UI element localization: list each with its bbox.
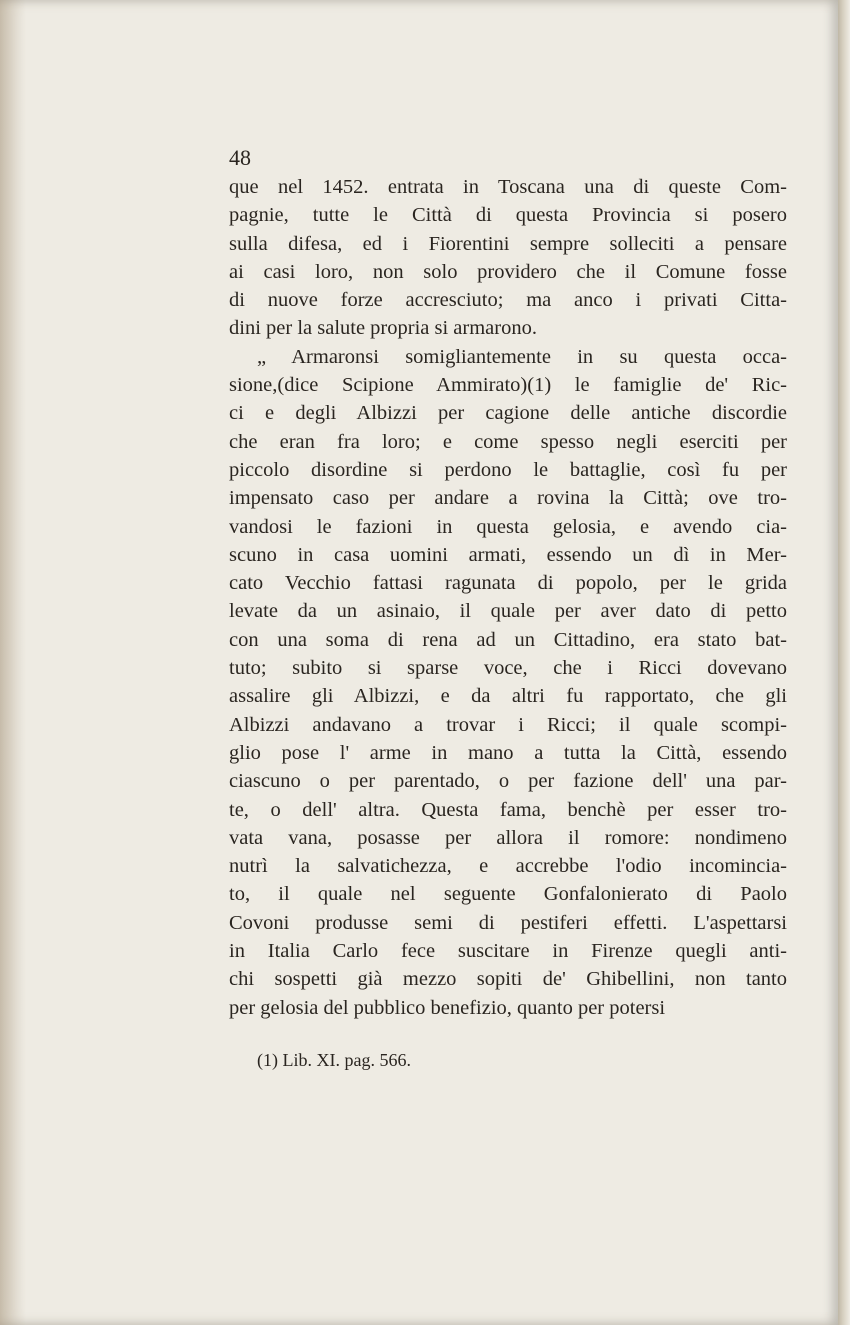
text-line: nutrì la salvatichezza, e accrebbe l'odio incomincia-	[229, 855, 787, 878]
text-line: ciascuno o per parentado, o per fazione dell' una par-	[229, 770, 787, 793]
text-line: che eran fra loro; e come spesso negli eserciti per	[229, 430, 787, 453]
text-line: vandosi le fazioni in questa gelosia, e avendo cia-	[229, 515, 787, 538]
text-line: sulla difesa, ed i Fiorentini sempre solleciti a pensare	[229, 232, 787, 255]
page-gutter	[838, 0, 850, 1325]
text-line: glio pose l' arme in mano a tutta la Città, essendo	[229, 741, 787, 764]
text-line: te, o dell' altra. Questa fama, benchè per esser tro-	[229, 798, 787, 821]
text-line: que nel 1452. entrata in Toscana una di queste Com-	[229, 176, 787, 198]
text-line: chi sospetti già mezzo sopiti de' Ghibellini, non tanto	[229, 968, 787, 991]
text-line: ci e degli Albizzi per cagione delle antiche discordie	[229, 402, 787, 425]
text-line: scuno in casa uomini armati, essendo un dì in Mer-	[229, 543, 787, 566]
page-number: 48	[229, 145, 251, 170]
text-line: in Italia Carlo fece suscitare in Firenze quegli anti-	[229, 940, 787, 963]
text-line: cato Vecchio fattasi ragunata di popolo, per le grida	[229, 572, 787, 595]
text-line: per gelosia del pubblico benefizio, quanto per potersi	[229, 996, 666, 1019]
text-line: vata vana, posasse per allora il romore: nondimeno	[229, 826, 787, 849]
footnote: (1) Lib. XI. pag. 566.	[257, 1050, 411, 1070]
text-line: con una soma di rena ad un Cittadino, era stato bat-	[229, 628, 787, 651]
text-line: dini per la salute propria si armarono.	[229, 317, 537, 340]
text-line: tuto; subito si sparse voce, che i Ricci dovevano	[229, 657, 787, 680]
text-line: ai casi loro, non solo providero che il Comune fosse	[229, 260, 787, 283]
text-line: levate da un asinaio, il quale per aver dato di petto	[229, 600, 787, 623]
text-line: di nuove forze accresciuto; ma anco i privati Citta-	[229, 289, 787, 312]
text-line: Albizzi andavano a trovar i Ricci; il quale scompi-	[229, 713, 787, 736]
text-line: Covoni produsse semi di pestiferi effetti. L'aspettarsi	[229, 911, 787, 934]
body-text	[229, 173, 787, 1022]
page-edge-stain	[0, 0, 26, 1325]
text-line: assalire gli Albizzi, e da altri fu rapportato, che gli	[229, 685, 787, 708]
text-line: „ Armaronsi somigliantemente in su questa occa-	[257, 345, 787, 368]
text-line: to, il quale nel seguente Gonfalonierato di Paolo	[229, 883, 787, 906]
text-line: sione,(dice Scipione Ammirato)(1) le famiglie de' Ric-	[229, 374, 787, 397]
text-line: impensato caso per andare a rovina la Città; ove tro-	[229, 487, 787, 510]
text-line: piccolo disordine si perdono le battaglie, così fu per	[229, 458, 787, 481]
text-line: pagnie, tutte le Città di questa Provincia si posero	[229, 204, 787, 227]
text-block	[229, 143, 787, 1022]
